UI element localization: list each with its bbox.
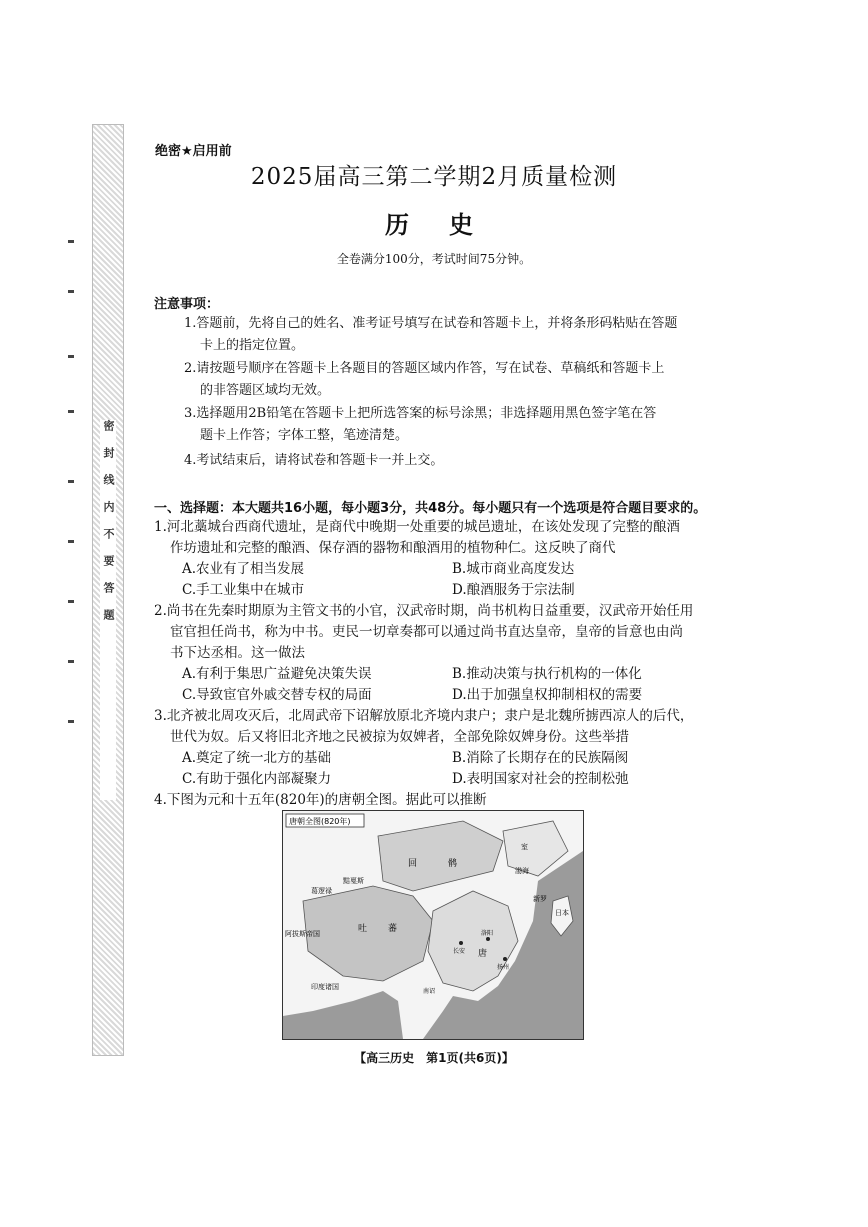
option-c[interactable]: C.有助于强化内部凝聚力 (182, 771, 332, 787)
option-c[interactable]: C.手工业集中在城市 (182, 582, 305, 598)
map-label: 阿拔斯帝国 (285, 930, 320, 938)
notice-item-3 (184, 403, 744, 447)
map-label: 吐 (358, 924, 368, 934)
score-info: 全卷满分100分，考试时间75分钟。 (336, 252, 532, 266)
tang-map-figure (282, 810, 584, 1040)
notice-item-4 (184, 450, 744, 472)
map-label: 印度诸国 (311, 983, 339, 991)
exam-title: 2025届高三第二学期2月质量检测 (250, 164, 618, 190)
option-c[interactable]: C.导致宦官外戚交替专权的局面 (182, 687, 372, 703)
map-label: 新罗 (533, 895, 547, 903)
notice-item-2 (184, 358, 744, 402)
question-3 (154, 706, 744, 748)
notice-item-cont: 题卡上作答；字体工整，笔迹清楚。 (200, 428, 409, 443)
notice-item-text: 4.考试结束后，请将试卷和答题卡一并上交。 (184, 453, 444, 468)
question-text: 宦官担任尚书，称为中书。吏民一切章奏都可以通过尚书直达皇帝，皇帝的旨意也由尚 (170, 624, 683, 640)
option-b[interactable]: B.城市商业高度发达 (452, 561, 575, 577)
option-d[interactable]: D.酿酒服务于宗法制 (452, 582, 575, 598)
notice-item-text: 3.选择题用2B铅笔在答题卡上把所选答案的标号涂黑；非选择题用黑色签字笔在答 (184, 406, 657, 421)
option-a[interactable]: A.农业有了相当发展 (182, 561, 305, 577)
question-text: 3.北齐被北周攻灭后，北周武帝下诏解放原北齐境内隶户；隶户是北魏所掳西凉人的后代， (154, 708, 694, 724)
map-label: 室 (521, 843, 528, 851)
map-label: 葛逻禄 (311, 887, 332, 895)
section-heading: 一、选择题：本大题共16小题，每小题3分，共48分。每小题只有一个选项是符合题目要求的。 (154, 501, 707, 516)
notice-heading: 注意事项： (154, 297, 220, 312)
option-a[interactable]: A.奠定了统一北方的基础 (182, 750, 332, 766)
city-marker (486, 937, 490, 941)
map-label: 长安 (453, 948, 466, 955)
map-label: 回 (408, 859, 418, 869)
map-label: 渤海 (515, 867, 529, 875)
option-b[interactable]: B.消除了长期存在的民族隔阂 (452, 750, 629, 766)
secret-label: 绝密★启用前 (155, 144, 232, 159)
binding-margin-text: 密封线内不要答题 (100, 420, 116, 800)
map-label: 南诏 (423, 988, 436, 995)
map-label: 日本 (555, 909, 569, 917)
map-title: 唐朝全图(820年) (289, 817, 351, 826)
option-b[interactable]: B.推动决策与执行机构的一体化 (452, 666, 642, 682)
notice-item-cont: 卡上的指定位置。 (200, 338, 305, 353)
page-footer: 【高三历史 第1页(共6页)】 (354, 1051, 514, 1065)
map-label: 鹘 (448, 859, 458, 869)
question-2 (154, 601, 744, 664)
question-4 (154, 790, 744, 811)
subject-title: 历史 (385, 210, 513, 239)
question-2-options (182, 664, 722, 706)
city-marker (503, 957, 507, 961)
question-text: 1.河北藁城台西商代遗址，是商代中晚期一处重要的城邑遗址，在该处发现了完整的酿酒 (154, 519, 680, 535)
question-1-options (182, 559, 722, 601)
notice-item-text: 2.请按题号顺序在答题卡上各题目的答题区域内作答，写在试卷、草稿纸和答题卡上 (184, 361, 665, 376)
question-text: 2.尚书在先秦时期原为主管文书的小官，汉武帝时期，尚书机构日益重要，汉武帝开始任用 (154, 603, 694, 619)
question-text: 世代为奴。后又将旧北齐地之民被掠为奴婢者，全部免除奴婢身份。这些举措 (170, 729, 629, 745)
option-a[interactable]: A.有利于集思广益避免决策失误 (182, 666, 372, 682)
question-text: 4.下图为元和十五年(820年)的唐朝全图。据此可以推断 (154, 792, 487, 808)
tang-map-svg (283, 811, 583, 1039)
notice-item-text: 1.答题前，先将自己的姓名、准考证号填写在试卷和答题卡上，并将条形码粘贴在答题 (184, 316, 678, 331)
map-label: 蕃 (388, 924, 398, 934)
option-d[interactable]: D.表明国家对社会的控制松弛 (452, 771, 629, 787)
question-1 (154, 517, 744, 559)
margin-tick-marks (68, 240, 78, 740)
question-text: 书下达丞相。这一做法 (170, 645, 305, 661)
map-label: 黠戛斯 (343, 877, 364, 885)
notice-item-1 (184, 313, 744, 357)
map-label: 扬州 (497, 964, 510, 971)
map-label: 洛阳 (481, 930, 494, 937)
city-marker (459, 941, 463, 945)
map-label: 唐 (478, 949, 488, 959)
notice-item-cont: 的非答题区域均无效。 (200, 383, 331, 398)
option-d[interactable]: D.出于加强皇权抑制相权的需要 (452, 687, 643, 703)
question-3-options (182, 748, 722, 790)
question-text: 作坊遗址和完整的酿酒、保存酒的器物和酿酒用的植物种仁。这反映了商代 (170, 540, 616, 556)
